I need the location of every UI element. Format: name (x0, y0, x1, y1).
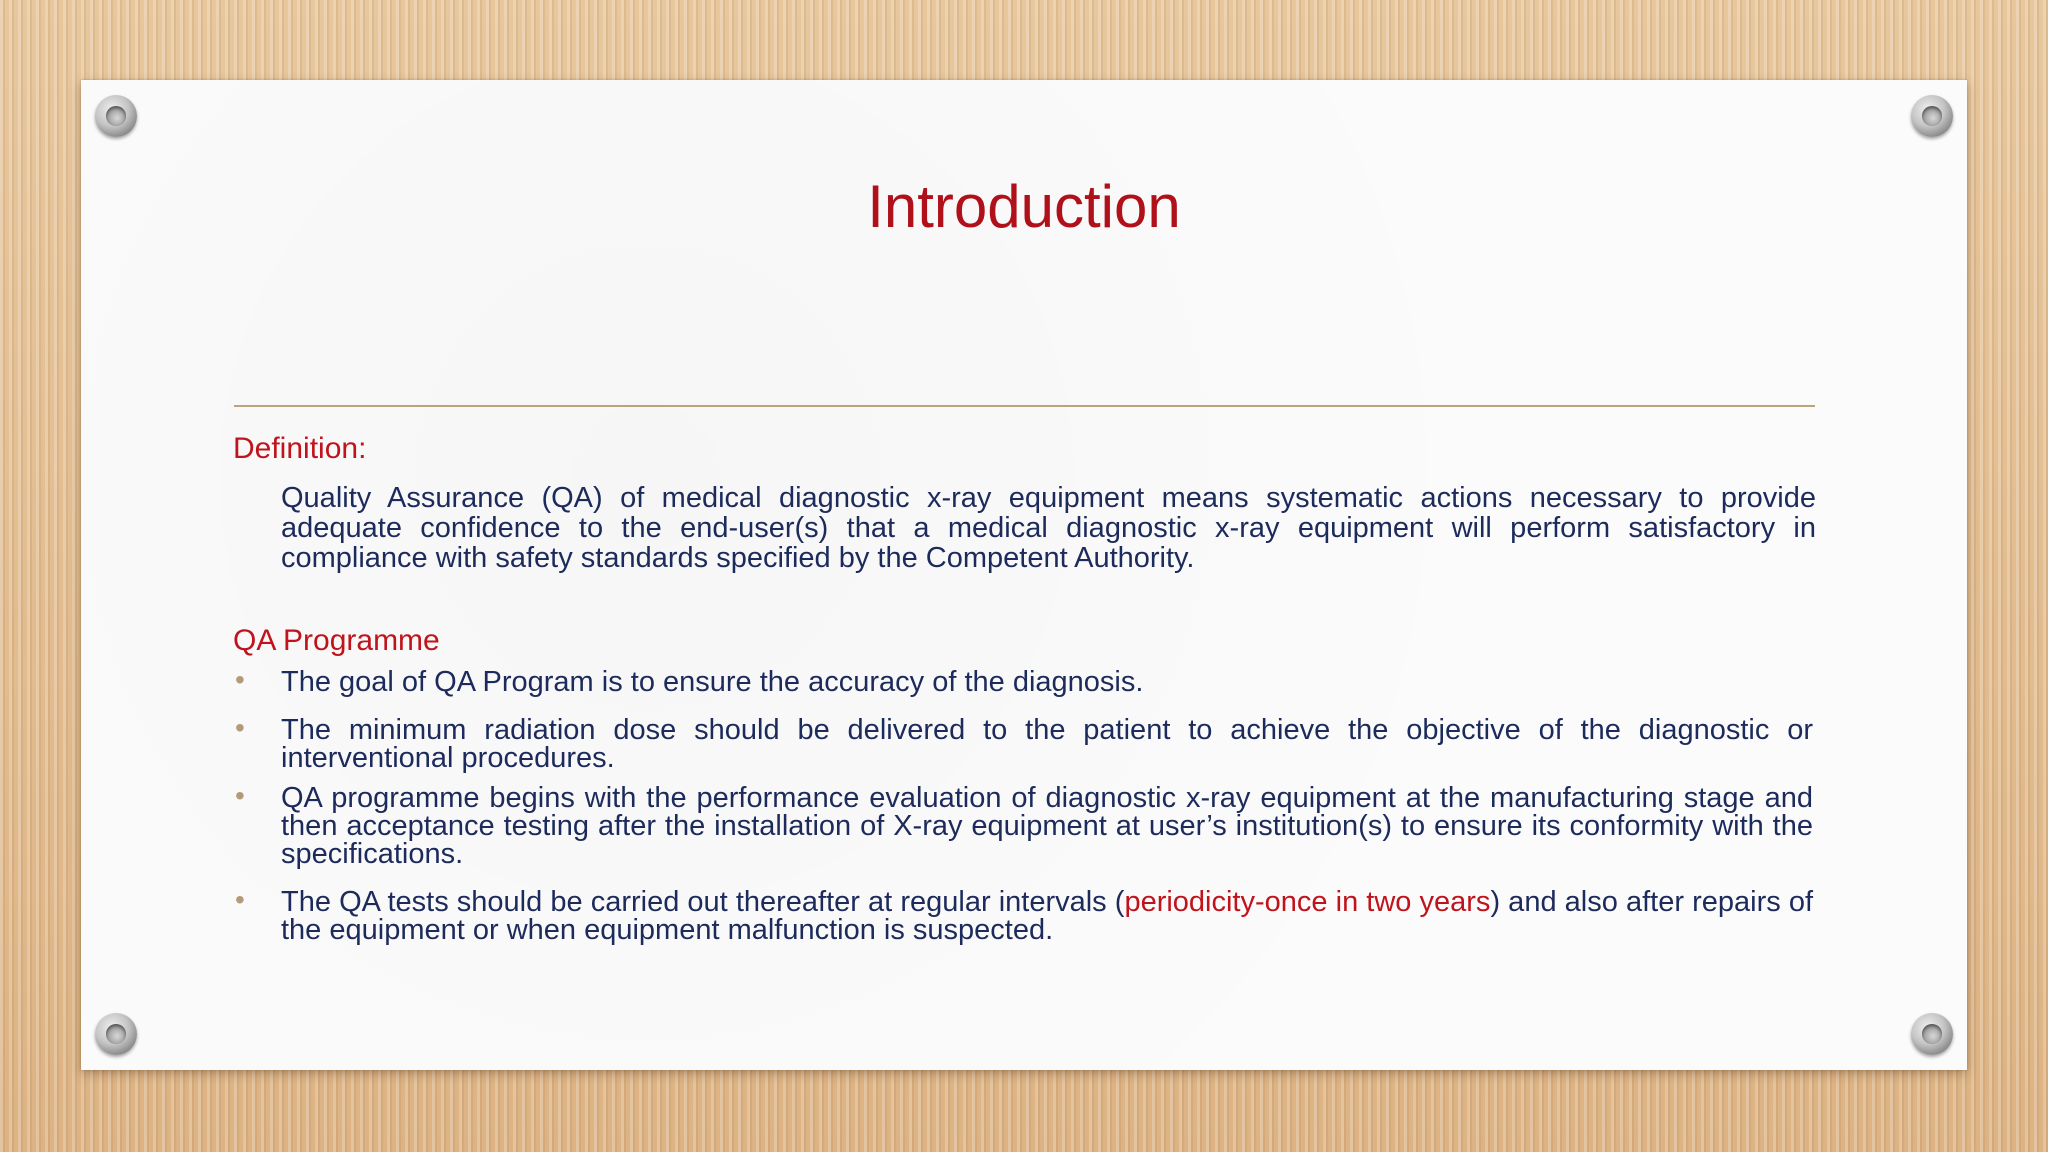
title-divider (234, 405, 1815, 407)
qa-programme-list (233, 664, 1813, 946)
bullet-dot-icon: • (235, 884, 245, 915)
bullet-dot-icon: • (235, 712, 245, 743)
list-item (233, 664, 1813, 698)
rivet-icon (1911, 1013, 1953, 1055)
bullet-dot-icon: • (235, 664, 245, 695)
definition-text: Quality Assurance (QA) of medical diagnostic x-ray equipment means systematic actions necessary to provide adequate confidence to the end-user(s) that a medical diagnostic x-ray equipment will perform satisfactory in compliance with safety standards specified by the Competent Authority. (281, 482, 1816, 574)
list-item-text: The goal of QA Program is to ensure the accuracy of the diagnosis. (281, 666, 1144, 698)
rivet-icon (95, 95, 137, 137)
list-item-text-end: ) and also after repairs of the equipment or when equipment malfunction is suspected. (281, 886, 1813, 946)
periodicity-highlight: periodicity-once in two years (1124, 886, 1491, 918)
list-item-text-start: The QA tests should be carried out thereafter at regular intervals ( (281, 886, 1125, 918)
rivet-icon (95, 1013, 137, 1055)
rivet-icon (1911, 95, 1953, 137)
list-item-text: QA programme begins with the performance evaluation of diagnostic x-ray equipment at the manufacturing stage and then acceptance testing after the installation of X-ray equipment at user’s institution(s) to ensure its conformity with the specifications. (281, 782, 1813, 870)
qa-programme-heading: QA Programme (233, 624, 440, 657)
list-item (233, 712, 1813, 774)
slide-title: Introduction (867, 173, 1181, 240)
bullet-dot-icon: • (235, 780, 245, 811)
definition-heading: Definition: (233, 432, 367, 465)
list-item (233, 780, 1813, 870)
list-item (233, 884, 1813, 946)
list-item-text: The minimum radiation dose should be delivered to the patient to achieve the objective of the diagnostic or interventional procedures. (281, 714, 1813, 774)
